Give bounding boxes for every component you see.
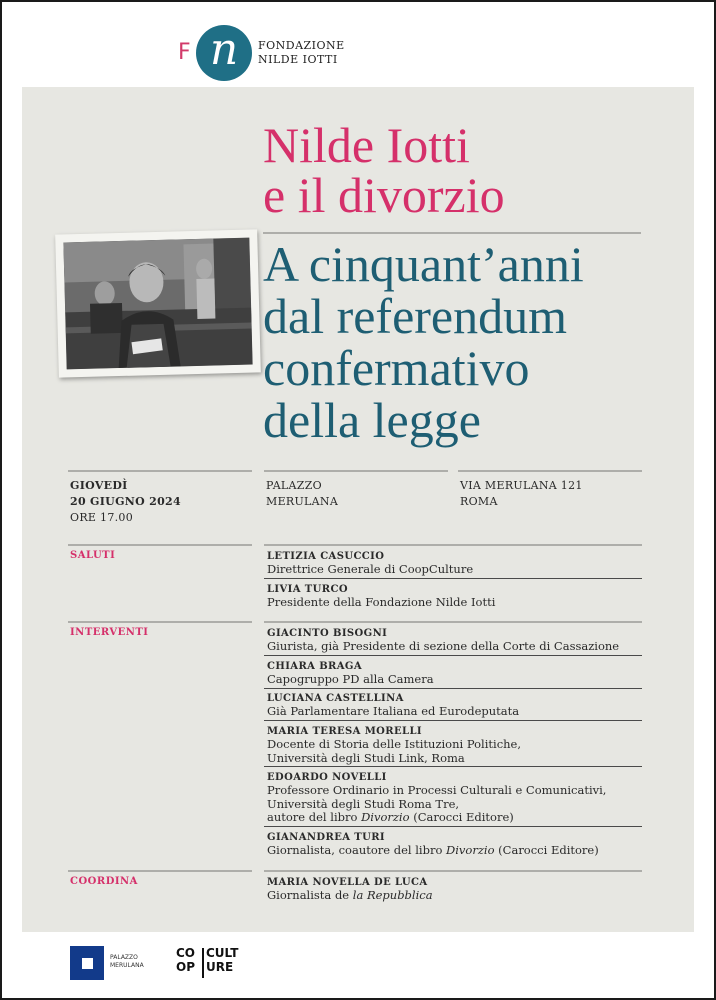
speaker-name: LETIZIA CASUCCIO — [267, 551, 385, 562]
event-address-block — [460, 478, 583, 510]
speaker-role — [267, 844, 647, 858]
address-line-1: VIA MERULANA 121 — [460, 479, 583, 492]
address-line-2: ROMA — [460, 495, 498, 508]
speaker-divider — [264, 826, 642, 827]
event-date: 20 GIUGNO 2024 — [70, 495, 181, 508]
photo-illustration — [63, 238, 252, 370]
speaker-name: CHIARA BRAGA — [267, 661, 363, 672]
speaker-entry — [267, 692, 647, 719]
speaker-name: MARIA NOVELLA DE LUCA — [267, 877, 428, 888]
speaker-entry — [267, 660, 647, 687]
subtitle-line-1: A cinquant’anni — [263, 236, 584, 292]
venue-line-2: MERULANA — [266, 495, 339, 508]
speaker-entry — [267, 771, 647, 825]
book-title: Divorzio — [361, 810, 410, 824]
logo-circle-icon — [196, 25, 252, 81]
role-text: (Carocci Editore) — [409, 810, 514, 824]
cc-right — [206, 946, 239, 980]
speaker-entry — [267, 583, 647, 610]
speaker-divider — [264, 544, 642, 546]
title-divider — [263, 232, 641, 234]
speaker-entry — [267, 725, 647, 765]
speaker-role: Già Parlamentare Italiana ed Eurodeputata — [267, 704, 520, 718]
role-text: Giornalista de — [267, 888, 353, 902]
subtitle-line-2: dal referendum — [263, 288, 568, 344]
cc-bottom-left: OP — [176, 960, 195, 974]
palazzo-merulana-wordmark — [110, 954, 144, 970]
logo-line-2: NILDE IOTTI — [258, 53, 338, 66]
saluti-label: SALUTI — [70, 550, 116, 561]
cc-top-left: CO — [176, 946, 196, 960]
speaker-role: Presidente della Fondazione Nilde Iotti — [267, 595, 496, 609]
speaker-role-line-1: Docente di Storia delle Istituzioni Politiche, — [267, 737, 521, 751]
saluti-divider — [68, 544, 252, 546]
speaker-role-line-3 — [267, 811, 647, 825]
event-day: GIOVEDÌ — [70, 479, 128, 492]
pm-line-2: MERULANA — [110, 962, 144, 969]
subtitle — [263, 238, 683, 446]
subtitle-line-3: confermativo — [263, 340, 530, 396]
logo-letter-n: n — [209, 24, 239, 75]
pm-line-1: PALAZZO — [110, 954, 138, 961]
speaker-role — [267, 889, 647, 903]
main-title — [263, 117, 683, 223]
speaker-role-line-1: Professore Ordinario in Processi Culturali e Comunicativi, — [267, 783, 607, 797]
title-line-2: e il divorzio — [263, 167, 505, 223]
role-text: autore del libro — [267, 810, 362, 824]
coordina-label: COORDINA — [70, 876, 138, 887]
event-date-block — [70, 478, 181, 526]
speaker-name: MARIA TERESA MORELLI — [267, 726, 422, 737]
role-text: Giornalista, coautore del libro — [267, 843, 447, 857]
info-divider-1 — [68, 470, 252, 472]
logo-line-1: FONDAZIONE — [258, 39, 345, 52]
speaker-name: LUCIANA CASTELLINA — [267, 693, 404, 704]
logo-wordmark — [258, 39, 345, 67]
speaker-divider — [264, 578, 642, 579]
venue-line-1: PALAZZO — [266, 479, 322, 492]
cc-left — [176, 946, 202, 980]
logo-letter-f: F — [178, 39, 191, 65]
nilde-iotti-photo — [55, 229, 261, 377]
speaker-entry — [267, 550, 647, 577]
interventi-divider — [68, 621, 252, 623]
speaker-divider — [264, 720, 642, 721]
speaker-role: Giurista, già Presidente di sezione della Corte di Cassazione — [267, 639, 620, 653]
title-line-1: Nilde Iotti — [263, 117, 470, 173]
speaker-entry — [267, 876, 647, 903]
speaker-divider — [264, 621, 642, 623]
cc-bottom-right: URE — [206, 960, 234, 974]
speaker-entry — [267, 627, 647, 654]
logo-square — [82, 958, 93, 969]
info-divider-3 — [458, 470, 642, 472]
cc-top-right: CULT — [206, 946, 239, 960]
coopculture-logo — [176, 946, 239, 980]
role-text: (Carocci Editore) — [494, 843, 599, 857]
speaker-role-line-2: Università degli Studi Link, Roma — [267, 750, 465, 765]
speaker-name: GIANANDREA TURI — [267, 832, 386, 843]
speaker-entry — [267, 831, 647, 858]
speaker-role-line-2: Università degli Studi Roma Tre, — [267, 796, 460, 811]
speaker-name: LIVIA TURCO — [267, 584, 348, 595]
speaker-role: Direttrice Generale di CoopCulture — [267, 562, 474, 576]
info-divider-2 — [264, 470, 448, 472]
speaker-role: Capogruppo PD alla Camera — [267, 672, 434, 686]
speaker-divider — [264, 655, 642, 656]
cc-divider-bar — [202, 948, 204, 978]
fondazione-logo — [178, 25, 345, 81]
subtitle-line-4: della legge — [263, 392, 481, 448]
palazzo-merulana-logo-icon — [70, 946, 104, 980]
book-title: Divorzio — [446, 843, 495, 857]
speaker-name: EDOARDO NOVELLI — [267, 772, 387, 783]
speaker-divider — [264, 688, 642, 689]
event-time: ORE 17.00 — [70, 511, 134, 524]
speaker-name: GIACINTO BISOGNI — [267, 628, 388, 639]
speaker-divider — [264, 870, 642, 872]
event-venue-block — [266, 478, 338, 510]
photo-image — [63, 238, 252, 370]
speaker-divider — [264, 766, 642, 767]
coordina-divider — [68, 870, 252, 872]
interventi-label: INTERVENTI — [70, 627, 149, 638]
newspaper-title: la Repubblica — [352, 888, 433, 902]
